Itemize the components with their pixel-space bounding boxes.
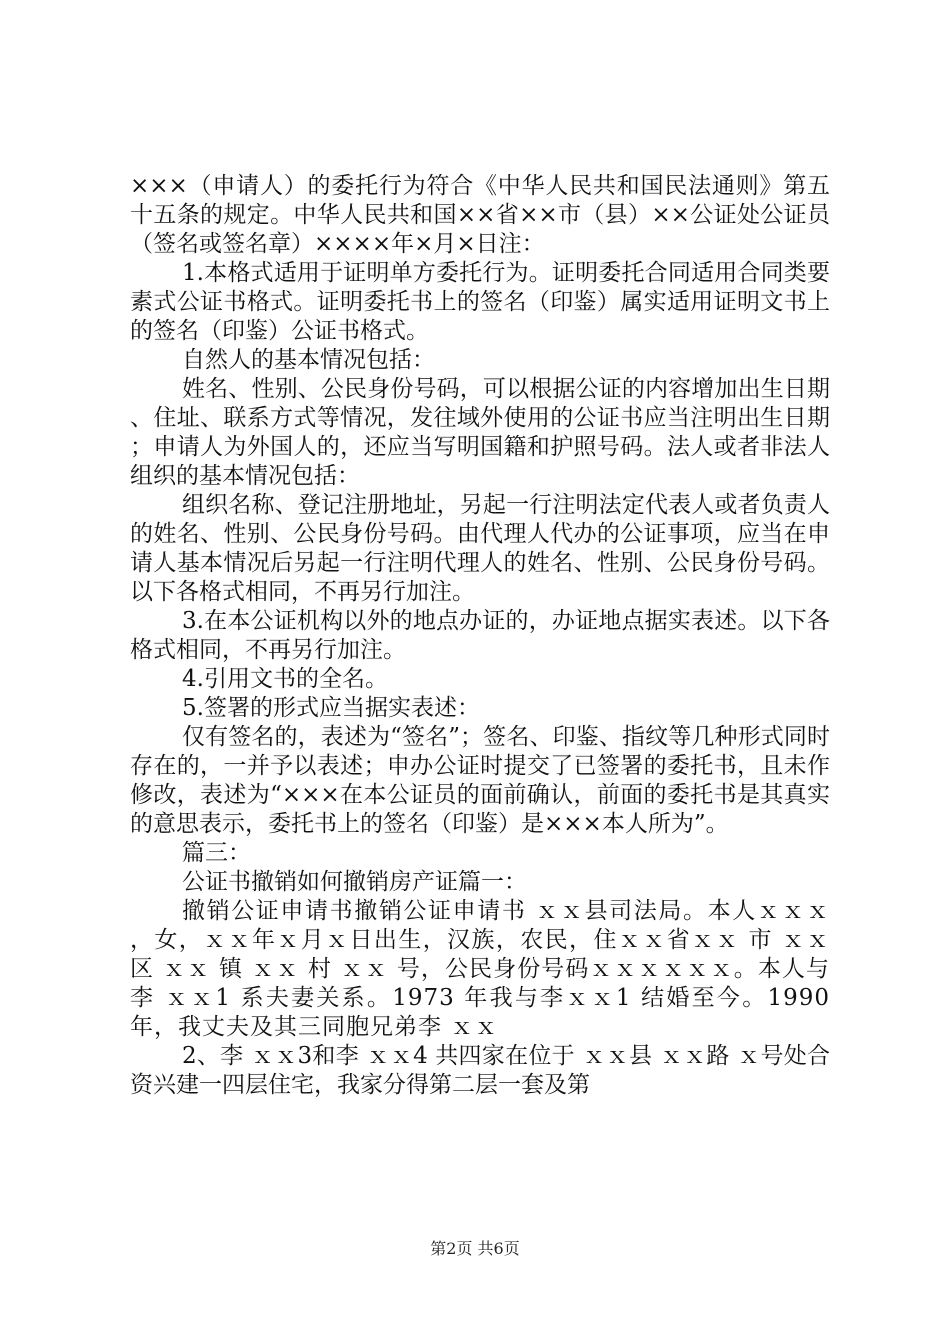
section-heading-part-three: 篇三： (182, 840, 251, 866)
paragraph-signature-forms: 仅有签名的，表述为“签名”；签名、印鉴、指纹等几种形式同时存在的，一并予以表述；申办公证时提交了已签署的委托书，且未作修改，表述为“×××在本公证员的面前确认，前面的委托书是其真实的意思表示，委托书上的签名（印鉴）是×××本人所为”。 (130, 724, 830, 837)
paragraph-natural-person-heading: 自然人的基本情况包括： (182, 347, 435, 373)
paragraph-natural-person-details: 姓名、性别、公民身份号码，可以根据公证的内容增加出生日期、住址、联系方式等情况，发往域外使用的公证书应当注明出生日期；申请人为外国人的，还应当写明国籍和护照号码。法人或者非法人组织的基本情况包括： (130, 376, 830, 489)
paragraph-revocation-application: 撤销公证申请书撤销公证申请书 ｘｘ县司法局。本人ｘｘｘ，女，ｘｘ年ｘ月ｘ日出生，汉族，农民，住ｘｘ省ｘｘ 市 ｘｘ 区 ｘｘ 镇 ｘｘ 村 ｘｘ 号，公民身份号码ｘｘｘｘｘｘ。本人与李 ｘｘ1 系夫妻关系。1973 年我与李ｘｘ1 结婚至今。1990 年，我丈夫及其三同胞兄弟李 ｘｘ (130, 898, 830, 1040)
paragraph-note-4: 4.引用文书的全名。 (182, 666, 388, 692)
section-heading-revoke: 公证书撤销如何撤销房产证篇一： (182, 869, 527, 895)
paragraph-organization-details: 组织名称、登记注册地址，另起一行注明法定代表人或者负责人的姓名、性别、公民身份号码。由代理人代办的公证事项，应当在申请人基本情况后另起一行注明代理人的姓名、性别、公民身份号码。以下各格式相同，不再另行加注。 (130, 492, 830, 605)
page-number: 第2页 共6页 (430, 1239, 520, 1258)
document-body (130, 172, 830, 1100)
paragraph-notary-statement: ×××（申请人）的委托行为符合《中华人民共和国民法通则》第五十五条的规定。中华人民共和国××省××市（县）××公证处公证员（签名或签名章）××××年×月×日注： (130, 173, 830, 257)
paragraph-note-3: 3.在本公证机构以外的地点办证的，办证地点据实表述。以下各格式相同，不再另行加注。 (130, 608, 830, 663)
paragraph-note-5: 5.签署的形式应当据实表述： (182, 695, 480, 721)
paragraph-note-1: 1.本格式适用于证明单方委托行为。证明委托合同适用合同类要素式公证书格式。证明委托书上的签名（印鉴）属实适用证明文书上的签名（印鉴）公证书格式。 (130, 260, 830, 344)
paragraph-housing: 2、李 ｘｘ3和李 ｘｘ4 共四家在位于 ｘｘ县 ｘｘ路 ｘ号处合资兴建一四层住宅，我家分得第二层一套及第 (130, 1043, 830, 1098)
